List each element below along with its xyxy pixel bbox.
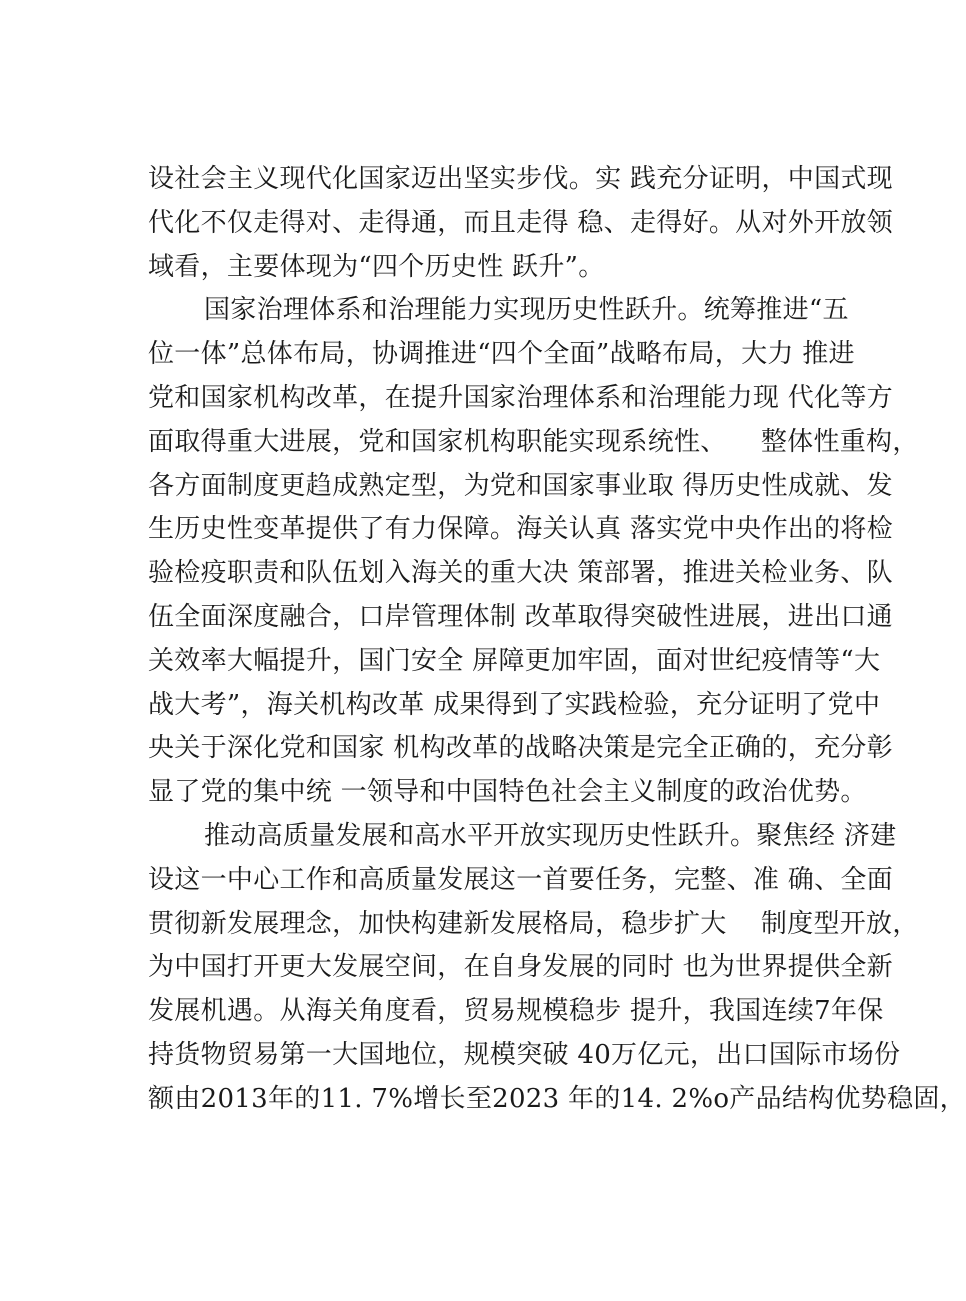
text-line: 代化不仅走得对、走得通，而且走得 稳、走得好。从对外开放领 (148, 207, 893, 238)
text-line: 设社会主义现代化国家迈出坚实步伐。实 践充分证明，中国式现 (148, 164, 893, 194)
text-line: 显了党的集中统 一领导和中国特色社会主义制度的政治优势。 (148, 777, 867, 808)
text-line: 额由2013年的11. 7%增长至2023 年的14. 2%o产品结构优势稳固， (148, 1083, 966, 1114)
text-line: 发展机遇。从海关角度看，贸易规模稳步 提升，我国连续7年保 (148, 996, 884, 1027)
text-line: 为中国打开更大发展空间，在自身发展的同时 也为世界提供全新 (148, 952, 893, 983)
text-line: 持货物贸易第一大国地位，规模突破 40万亿元，出口国际市场份 (148, 1039, 901, 1070)
document-body (148, 158, 966, 1122)
text-line: 央关于深化党和国家 机构改革的战略决策是完全正确的，充分彰 (148, 733, 893, 764)
paragraph-heading-line: 推动高质量发展和高水平开放实现历史性跃升。聚焦经 济建 (204, 820, 897, 851)
text-line: 党和国家机构改革，在提升国家治理体系和治理能力现 代化等方 (148, 382, 893, 413)
text-line: 位一体”总体布局，协调推进“四个全面”战略布局，大力 推进 (148, 339, 855, 370)
text-line: 面取得重大进展，党和国家机构职能实现系统性、 整体性重构， (148, 426, 919, 457)
text-line: 关效率大幅提升，国门安全 屏障更加牢固，面对世纪疫情等“大 (148, 645, 881, 676)
text-line: 各方面制度更趋成熟定型，为党和国家事业取 得历史性成就、发 (148, 470, 893, 501)
text-line: 生历史性变革提供了有力保障。海关认真 落实党中央作出的将检 (148, 514, 893, 545)
text-line: 战大考”，海关机构改革 成果得到了实践检验，充分证明了党中 (148, 689, 881, 720)
text-line: 设这一中心工作和高质量发展这一首要任务，完整、准 确、全面 (148, 864, 893, 895)
text-line: 验检疫职责和队伍划入海关的重大决 策部署，推进关检业务、队 (148, 558, 893, 589)
text-line: 贯彻新发展理念，加快构建新发展格局，稳步扩大 制度型开放， (148, 908, 919, 939)
paragraph-heading-line: 国家治理体系和治理能力实现历史性跃升。统筹推进“五 (204, 295, 849, 326)
text-line: 伍全面深度融合，口岸管理体制 改革取得突破性进展，进出口通 (148, 601, 893, 632)
text-line: 域看，主要体现为“四个历史性 跃升”。 (148, 251, 605, 282)
